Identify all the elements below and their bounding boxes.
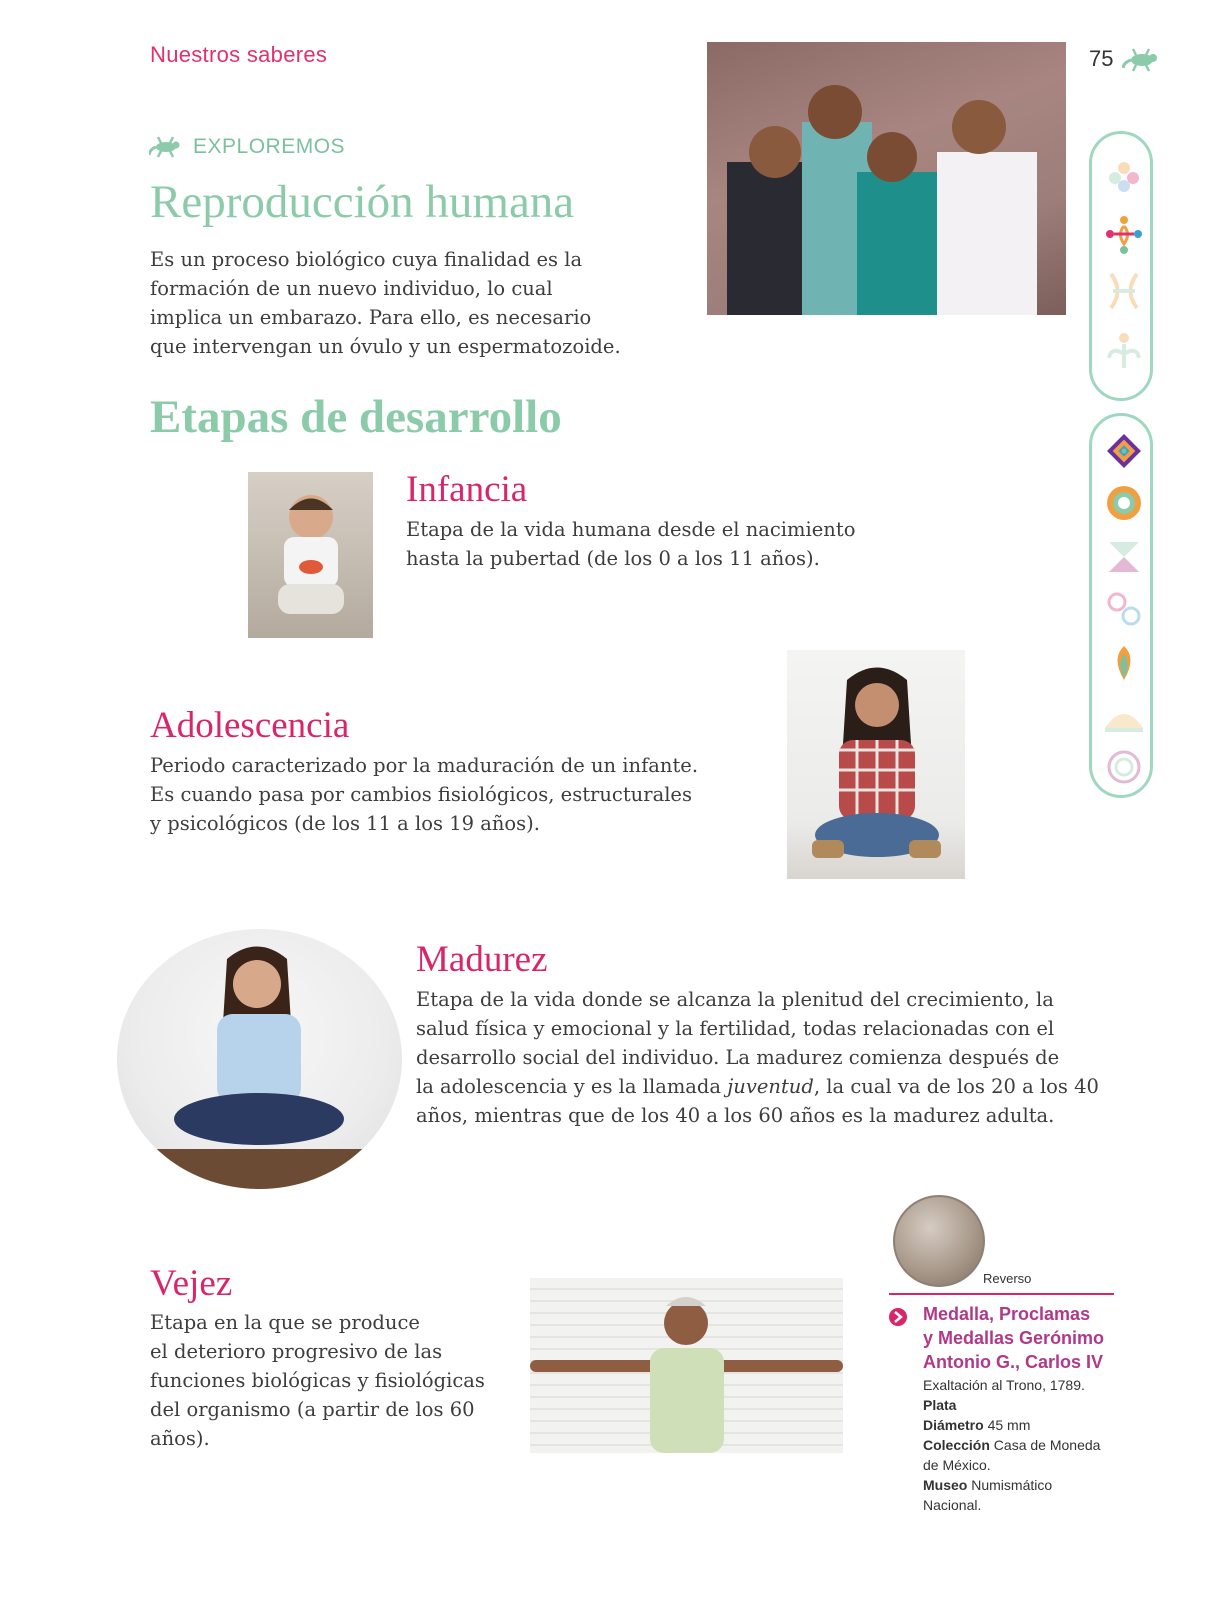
madurez-line — [416, 1072, 1146, 1101]
intro-paragraph — [150, 245, 690, 361]
section-title: Etapas de desarrollo — [150, 391, 562, 443]
lotus-icon — [1101, 640, 1147, 686]
medal-image — [893, 1195, 985, 1287]
diameter-value: 45 mm — [987, 1417, 1031, 1433]
hourglass-icon — [1101, 534, 1147, 580]
flower-icon — [1101, 154, 1147, 200]
seedling-person-icon — [1101, 328, 1147, 374]
diamond-knot-icon — [1101, 428, 1147, 474]
medal-title — [923, 1302, 1123, 1374]
medal-title-line: Antonio G., Carlos IV — [923, 1352, 1104, 1372]
medal-title-line: Medalla, Proclamas — [923, 1304, 1091, 1324]
running-head: Nuestros saberes — [150, 42, 328, 67]
ring-target-icon — [1101, 480, 1147, 526]
infancia-line: Etapa de la vida humana desde el nacimiento — [406, 518, 856, 541]
madurez-text: , la cual va de los 20 a los 40 — [813, 1075, 1099, 1098]
collection-value: Casa de Moneda — [993, 1437, 1101, 1453]
diameter-label: Diámetro — [923, 1417, 984, 1433]
museum-label: Museo — [923, 1477, 968, 1493]
medal-details — [923, 1375, 1128, 1515]
museum-value: Nacional. — [923, 1497, 982, 1513]
medal-divider — [889, 1293, 1114, 1295]
vejez-line: años). — [150, 1427, 210, 1450]
stage-title-infancia: Infancia — [406, 469, 528, 510]
medal-side-label: Reverso — [983, 1271, 1032, 1286]
page-number: 75 — [1089, 46, 1114, 71]
vejez-line: Etapa en la que se produce — [150, 1311, 420, 1334]
intro-line: que intervengan un óvulo y un espermatozoide. — [150, 335, 621, 358]
intro-line: implica un embarazo. Para ello, es necesario — [150, 306, 592, 329]
spiral-icon — [1101, 744, 1147, 790]
adolescencia-paragraph — [150, 751, 770, 838]
madurez-line: desarrollo social del individuo. La madurez comienza después de — [416, 1046, 1060, 1069]
medal-subtitle: Exaltación al Trono, 1789. — [923, 1377, 1085, 1393]
medal-material: Plata — [923, 1397, 957, 1413]
chromosome-icon — [1101, 268, 1147, 314]
infancia-line: hasta la pubertad (de los 0 a los 11 años). — [406, 547, 820, 570]
vejez-paragraph — [150, 1308, 530, 1453]
hill-icon — [1101, 694, 1147, 740]
explore-label — [149, 134, 345, 160]
stage-title-vejez: Vejez — [150, 1263, 233, 1304]
intro-line: Es un proceso biológico cuya finalidad es la — [150, 248, 583, 271]
adolescencia-line: Periodo caracterizado por la maduración de un infante. — [150, 754, 699, 777]
madurez-text: la adolescencia y es la llamada — [416, 1075, 728, 1098]
collection-value: de México. — [923, 1457, 991, 1473]
baby-photo — [248, 472, 373, 638]
vejez-line: del organismo (a partir de los 60 — [150, 1398, 475, 1421]
museum-value: Numismático — [971, 1477, 1053, 1493]
dancing-people-icon — [1101, 212, 1147, 258]
madurez-line: años, mientras que de los 40 a los 60 años es la madurez adulta. — [416, 1104, 1055, 1127]
medal-title-line: y Medallas Gerónimo — [923, 1328, 1105, 1348]
intro-line: formación de un nuevo individuo, lo cual — [150, 277, 553, 300]
infancia-paragraph — [406, 515, 906, 573]
lizard-icon — [149, 134, 185, 160]
chevron-right-icon — [889, 1308, 907, 1326]
elder-photo — [530, 1278, 843, 1453]
madurez-paragraph — [416, 985, 1146, 1130]
vejez-line: el deterioro progresivo de las — [150, 1340, 443, 1363]
stage-title-madurez: Madurez — [416, 939, 548, 980]
linked-circles-icon — [1101, 586, 1147, 632]
vejez-line: funciones biológicas y fisiológicas — [150, 1369, 485, 1392]
adult-photo — [117, 929, 402, 1189]
stage-title-adolescencia: Adolescencia — [150, 705, 350, 746]
adolescencia-line: y psicológicos (de los 11 a los 19 años). — [150, 812, 540, 835]
teen-photo — [787, 650, 965, 879]
page-title: Reproducción humana — [150, 176, 575, 228]
madurez-line: salud física y emocional y la fertilidad, todas relacionadas con el — [416, 1017, 1055, 1040]
explore-text: EXPLOREMOS — [193, 135, 346, 158]
madurez-line: Etapa de la vida donde se alcanza la plenitud del crecimiento, la — [416, 988, 1054, 1011]
lizard-icon — [1122, 44, 1162, 76]
juventud-term: juventud — [727, 1075, 814, 1098]
collection-label: Colección — [923, 1437, 990, 1453]
adolescencia-line: Es cuando pasa por cambios fisiológicos, estructurales — [150, 783, 692, 806]
family-photo — [707, 42, 1066, 315]
